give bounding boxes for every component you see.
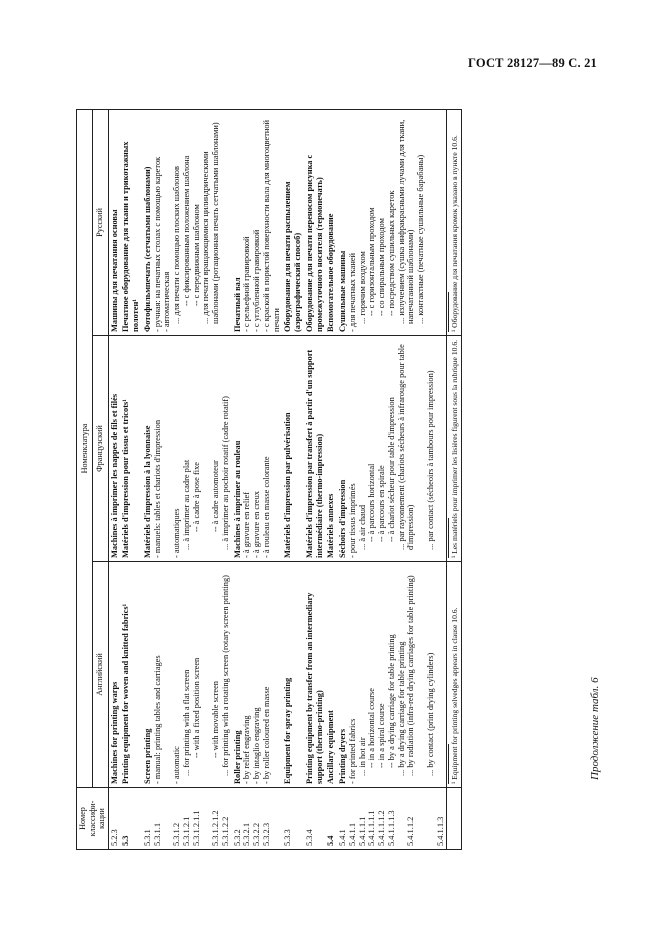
table-row	[337, 109, 447, 849]
table-row	[325, 109, 337, 849]
term-line: - automatic	[172, 746, 182, 784]
term-line: - à rouleau en masse colorante	[261, 456, 271, 558]
term-line: Matériels d'impression à la lyonnaise	[142, 425, 152, 558]
classification-code	[162, 791, 172, 846]
classification-code: 5.3.1	[142, 829, 152, 846]
term-cell-fr	[282, 336, 304, 562]
term-line: Matériels d'impression par transfert à partir d'un support intermédiaire (thermo-impression)	[304, 349, 324, 558]
table-row	[142, 109, 232, 849]
term-line: - автоматическая	[162, 271, 172, 332]
term-line: - ручная: на печатных столах с помощью кареток	[152, 156, 162, 332]
header-classification-number: Номер классифи-кации	[77, 788, 109, 850]
term-line: Machines à imprimer les nappes de fils et filés	[109, 393, 119, 558]
classification-code-cell	[142, 788, 232, 850]
term-line: ... для печати с помощью плоских шаблонов	[172, 166, 182, 324]
term-line: -- with a fixed position screen	[191, 657, 201, 758]
term-cell-ru	[282, 109, 304, 335]
term-line: - с рельефной гравировкой	[242, 236, 252, 332]
classification-code: 5.4	[326, 835, 336, 846]
classification-code: 5.3.3	[283, 829, 293, 846]
classification-code: 5.3.1.2.1.1	[191, 810, 201, 846]
classification-code: 5.3.2.1	[242, 822, 252, 846]
term-line: ... излучением (сушка инфракрасными лучами для ткани, напечатанной шаблонами)	[396, 119, 416, 324]
term-line: -- с горизонтальным проходом	[367, 207, 377, 316]
classification-code: 5.3.1.2.1	[181, 816, 191, 846]
term-line: ... by contact (print drying cylinders)	[425, 652, 435, 776]
term-line: Machines à imprimer au rouleau	[232, 440, 242, 558]
header-english: Английский	[92, 562, 108, 788]
classification-code: 5.4.1	[338, 829, 348, 846]
term-line: Сушильные машины	[338, 250, 348, 332]
classification-code-cell	[325, 788, 337, 850]
classification-code-cell	[232, 788, 283, 850]
footnote-spacer	[447, 788, 462, 850]
term-line: ... для печати вращающимися цилиндрическими шаблонами (ротационная печать сетчатыми шаблонами)	[201, 122, 221, 324]
term-line: Печатное оборудование для ткани и трикотажных полотен¹	[121, 141, 141, 332]
term-line: Machines for printing warps	[109, 681, 119, 784]
term-line: -- in a spiral course	[377, 703, 387, 768]
term-line: - с краской в пористой поверхности вала для многоцветной печати	[261, 119, 281, 332]
term-line: ... for printing with a rotating screen (rotary screen printing)	[220, 575, 230, 776]
classification-code-cell	[120, 788, 142, 850]
term-line: Оборудование для печати распылением (аэрографический способ)	[283, 181, 303, 332]
term-line: ... for printing with a flat screen	[181, 669, 191, 776]
term-line: - pour tissus imprimés	[347, 483, 357, 558]
classification-code: 5.3.2.2	[252, 822, 262, 846]
term-line: ... контактные (печатные сушильные барабаны)	[416, 154, 426, 324]
term-line: - для печатных тканей	[347, 252, 357, 332]
term-line: -- by a drying carriage for table printing	[386, 634, 396, 768]
term-cell-fr	[325, 336, 337, 562]
term-cell-fr	[232, 336, 283, 562]
term-cell-fr	[142, 336, 232, 562]
header-nomenclature: Номенклатура	[77, 109, 93, 787]
term-cell-ru	[108, 109, 120, 335]
classification-code-cell	[108, 788, 120, 850]
page-header: ГОСТ 28127—89 С. 21	[468, 56, 597, 70]
table-body	[108, 109, 447, 849]
term-line	[162, 339, 172, 558]
classification-code: 5.4.1.1.1	[357, 816, 367, 846]
term-line: Printing equipment for woven and knitted fabrics¹	[121, 603, 131, 784]
classification-code: 5.4.1.1.1.3	[386, 810, 396, 846]
term-line: - automatiques	[172, 508, 182, 558]
term-line: ... à imprimer au pochoir rotatif (cadre rotatif)	[220, 396, 230, 550]
term-line: Matériels d'impression pour tissus et tricots¹	[121, 399, 131, 558]
term-cell-fr	[108, 336, 120, 562]
term-line: -- со спиральным проходом	[377, 218, 387, 316]
term-cell-en	[120, 562, 142, 788]
term-cell-fr	[120, 336, 142, 562]
footnote-russian: ¹ Оборудование для печатания кромок указано в пункте 10.6.	[447, 109, 462, 335]
term-line: - manuels: tables et chariots d'impression	[152, 419, 162, 558]
term-line: ... à air chaud	[357, 504, 367, 550]
term-line: ... by a drying carriage for table printing	[396, 641, 406, 776]
classification-code	[201, 791, 211, 846]
term-line: - by roller coloured en masse	[261, 686, 271, 784]
term-cell-en	[108, 562, 120, 788]
term-cell-fr	[304, 336, 326, 562]
term-cell-en	[337, 562, 447, 788]
term-line: Screen printing	[142, 728, 152, 784]
term-line: -- à cadre à pose fixe	[191, 462, 201, 532]
term-line	[201, 339, 211, 558]
term-line: Equipment for spray printing	[283, 677, 293, 784]
header-french: Французский	[92, 336, 108, 562]
term-cell-ru	[337, 109, 447, 335]
classification-code	[416, 791, 426, 846]
footnote-french: ¹ Les matériels pour imprimer les lisières figurent sous la rubrique 10.6.	[447, 336, 462, 562]
classification-code	[397, 791, 407, 846]
term-line	[416, 339, 426, 558]
classification-code: 5.4.1.1.1.2	[377, 810, 387, 846]
term-line: Оборудование для печати переносом рисунка с промежуточного носителя (термопечать)	[304, 154, 324, 332]
classification-code-cell	[304, 788, 326, 850]
table-row	[120, 109, 142, 849]
term-cell-ru	[120, 109, 142, 335]
classification-code: 5.3.2.3	[261, 822, 271, 846]
term-cell-fr	[337, 336, 447, 562]
term-line: Фотофильмпечать (сетчатыми шаблонами)	[142, 166, 152, 332]
term-line: - à gravure en creux	[252, 491, 262, 558]
term-line: ... in hot air	[357, 737, 367, 776]
term-line: ... à imprimer au cadre plat	[181, 459, 191, 550]
term-line: ... par contact (sécheoirs à tambours pour impression)	[425, 370, 435, 550]
term-line: Вспомогательное оборудование	[326, 213, 336, 332]
classification-code: 5.3.1.2.1.2	[211, 810, 221, 846]
classification-code-cell	[337, 788, 447, 850]
term-cell-ru	[304, 109, 326, 335]
term-line: ... par rayonnement (chariots sécheurs à infrarouge pour table d'impression)	[396, 344, 416, 550]
classification-code: 5.3.4	[304, 829, 314, 846]
term-line: - à gravure en relief	[242, 491, 252, 558]
classification-code: 5.3.1.2.2	[220, 816, 230, 846]
classification-code: 5.4.1.1	[347, 822, 357, 846]
term-line: -- с фиксированным положением шаблона	[181, 155, 191, 306]
classification-code: 5.4.1.1.2	[406, 816, 416, 846]
term-cell-en	[304, 562, 326, 788]
term-line: - by intaglio engraving	[252, 707, 262, 784]
table-row	[304, 109, 326, 849]
term-line: - с углубленной гравировкой	[252, 229, 262, 332]
term-line: -- à parcours en spirale	[377, 465, 387, 542]
term-cell-ru	[142, 109, 232, 335]
term-line: -- with movable screen	[211, 681, 221, 758]
classification-code: 5.2.3	[109, 829, 119, 846]
table-row	[282, 109, 304, 849]
term-cell-en	[232, 562, 283, 788]
term-line: -- in a horizontal course	[367, 688, 377, 768]
classification-code: 5.4.1.1.3	[435, 816, 445, 846]
term-line: Ancillary equipment	[326, 710, 336, 784]
header-russian: Русский	[92, 109, 108, 335]
term-line	[416, 565, 426, 784]
term-line	[162, 565, 172, 784]
term-line: -- посредством сушильных кареток	[386, 190, 396, 316]
classification-code: 5.3.1.2	[172, 822, 182, 846]
rotated-table-container	[76, 110, 571, 850]
footnote-english: ¹ Equipment for printing selvedges appears in clause 10.6.	[447, 562, 462, 788]
term-line: Printing dryers	[338, 728, 348, 784]
classification-code-cell	[282, 788, 304, 850]
term-cell-en	[142, 562, 232, 788]
term-line: - manual: printing tables and carriages	[152, 655, 162, 784]
term-cell-en	[282, 562, 304, 788]
term-line	[201, 565, 211, 784]
term-line: Машины для печатания основы	[109, 209, 119, 332]
classification-code	[426, 791, 436, 846]
term-line: ... by radiation (infra-red drying carriages for table printing)	[406, 575, 416, 776]
table-continuation-label: Продолжение табл. 6	[589, 677, 601, 780]
term-line: Печатный вал	[232, 277, 242, 332]
term-line: ... горячим воздухом	[357, 251, 367, 324]
term-line: Séchoirs d'impression	[338, 479, 348, 558]
term-line: -- с передвижным шаблоном	[191, 204, 201, 306]
classification-code: 5.3	[121, 835, 131, 846]
term-line: -- à cadre automoteur	[211, 460, 221, 532]
term-line: Printing equipment by transfer from an intermediary support (thermo-printing)	[304, 592, 324, 784]
classification-code: 5.3.1.1	[152, 822, 162, 846]
term-line: Matériels annexes	[326, 493, 336, 558]
classification-code: 5.4.1.1.1.1	[367, 810, 377, 846]
term-line: -- à parcours horizontal	[367, 463, 377, 542]
nomenclature-table	[76, 109, 462, 850]
term-line: Matériels d'impression par pulvérisation	[283, 412, 293, 558]
table-row	[232, 109, 283, 849]
classification-code: 5.3.2	[232, 829, 242, 846]
term-cell-ru	[232, 109, 283, 335]
term-line: - by relief engraving	[242, 715, 252, 784]
term-line: -- à chariot sécheur pour table d'impression	[386, 397, 396, 542]
term-line: - for printed fabrics	[347, 718, 357, 784]
term-cell-en	[325, 562, 337, 788]
term-line: Roller printing	[232, 730, 242, 784]
term-cell-ru	[325, 109, 337, 335]
table-row	[108, 109, 120, 849]
